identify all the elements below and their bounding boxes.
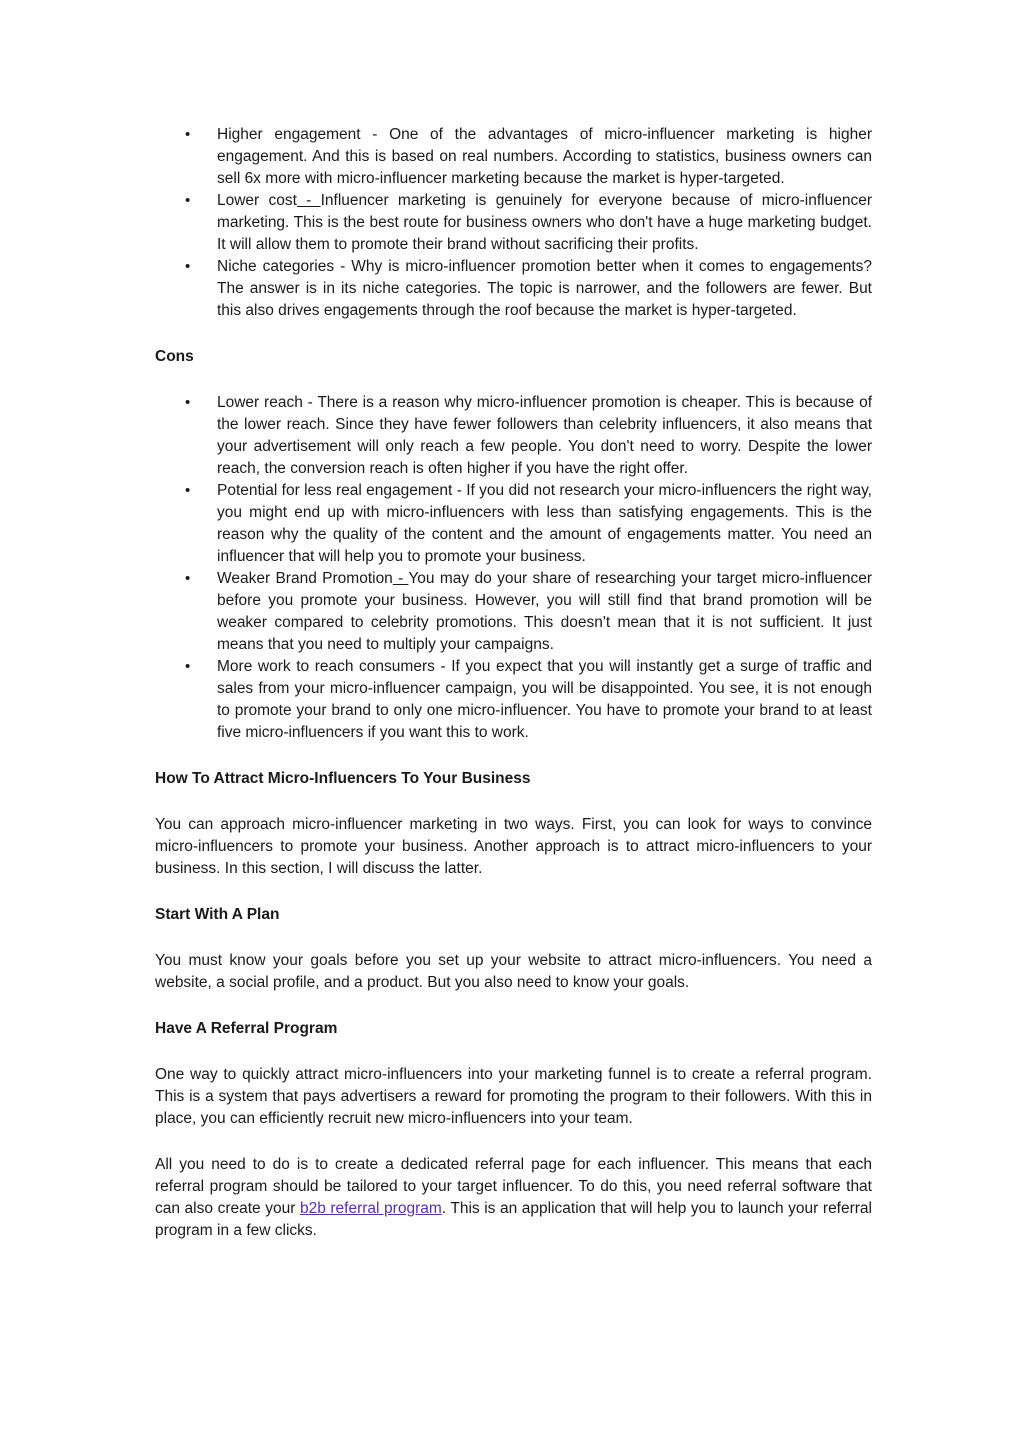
- bullet-icon: •: [185, 192, 191, 209]
- list-item-term: Higher engagement: [217, 126, 361, 143]
- list-item-term: More work to reach consumers: [217, 658, 435, 675]
- attract-paragraph: You can approach micro-influencer marketing in two ways. First, you can look for ways to convince micro-influencers to promote your business. Another approach is to attract micro-influencers to your business. In this section, I will discuss the latter.: [155, 816, 872, 877]
- plan-paragraph: You must know your goals before you set up your website to attract micro-influencers. You need a website, a social profile, and a product. But you also need to know your goals.: [155, 952, 872, 991]
- list-item-text: Influencer marketing is genuinely for everyone because of micro-influencer marketing. This is the best route for business owners who don't have a huge marketing budget. It will allow them to promote their brand without sacrificing their profits.: [217, 192, 872, 253]
- referral-paragraph-2-before: All you need to do is to create a dedicated referral page for each influencer. This means that each referral program should be tailored to your target influencer. To do this, you need referral software that can also create your: [155, 1156, 872, 1217]
- bullet-icon: •: [185, 482, 191, 499]
- plan-heading: Start With A Plan: [155, 906, 280, 923]
- bullet-icon: •: [185, 126, 191, 143]
- list-item-separator: -: [360, 126, 390, 143]
- list-item: [155, 480, 872, 568]
- list-item: [155, 124, 872, 190]
- document-page: [155, 124, 872, 1266]
- cons-list: [155, 392, 872, 744]
- list-item-text: Why is micro-influencer promotion better when it comes to engagements? The answer is in its niche categories. The topic is narrower, and the followers are fewer. But this also drives engagements through the roof because the market is hyper-targeted.: [217, 258, 872, 319]
- bullet-icon: •: [185, 394, 191, 411]
- list-item-text: You may do your share of researching your target micro-influencer before you promote your business. However, you will still find that brand promotion will be weaker compared to celebrity promotions. This doesn't mean that it is not sufficient. It just means that you need to multiply your campaigns.: [217, 570, 872, 653]
- pros-list: [155, 124, 872, 322]
- list-item-separator: -: [392, 570, 409, 587]
- referral-heading: Have A Referral Program: [155, 1020, 338, 1037]
- cons-heading: Cons: [155, 348, 194, 365]
- list-item-term: Lower cost: [217, 192, 297, 209]
- referral-paragraph-2: [155, 1154, 872, 1242]
- list-item: [155, 190, 872, 256]
- bullet-icon: •: [185, 658, 191, 675]
- list-item-text: There is a reason why micro-influencer promotion is cheaper. This is because of the lower reach. Since they have fewer followers than celebrity influencers, it also means that your advertisement will only reach a few people. You don't need to worry. Despite the lower reach, the conversion reach is often higher if you have the right offer.: [217, 394, 872, 477]
- referral-paragraph-2-after: . This is an application that will help you to launch your referral program in a few clicks.: [155, 1200, 873, 1239]
- list-item-separator: -: [296, 192, 321, 209]
- list-item-text: If you expect that you will instantly get a surge of traffic and sales from your micro-influencer campaign, you will be disappointed. You see, it is not enough to promote your brand to only one micro-influencer. You have to promote your brand to at least five micro-influencers if you want this to work.: [217, 658, 872, 741]
- list-item-text: One of the advantages of micro-influencer marketing is higher engagement. And this is based on real numbers. According to statistics, business owners can sell 6x more with micro-influencer marketing because the market is hyper-targeted.: [217, 126, 873, 187]
- list-item: [155, 392, 872, 480]
- list-item-text: If you did not research your micro-influencers the right way, you might end up with micro-influencers with less than satisfying engagements. This is the reason why the quality of the content and the amount of engagements matter. You need an influencer that will help you to promote your business.: [217, 482, 872, 565]
- list-item-separator: -: [452, 482, 467, 499]
- list-item-separator: -: [334, 258, 352, 275]
- list-item-term: Weaker Brand Promotion: [217, 570, 393, 587]
- referral-paragraph-1: One way to quickly attract micro-influencers into your marketing funnel is to create a referral program. This is a system that pays advertisers a reward for promoting the program to their followers. With this in place, you can efficiently recruit new micro-influencers into your team.: [155, 1066, 872, 1127]
- list-item-term: Potential for less real engagement: [217, 482, 453, 499]
- bullet-icon: •: [185, 258, 191, 275]
- list-item-separator: -: [302, 394, 318, 411]
- list-item-term: Niche categories: [217, 258, 335, 275]
- list-item-term: Lower reach: [217, 394, 303, 411]
- bullet-icon: •: [185, 570, 191, 587]
- attract-heading: How To Attract Micro-Influencers To Your Business: [155, 770, 531, 787]
- list-item: [155, 256, 872, 322]
- b2b-referral-program-link[interactable]: b2b referral program: [299, 1200, 442, 1217]
- list-item-separator: -: [434, 658, 452, 675]
- list-item: [155, 568, 872, 656]
- list-item: [155, 656, 872, 744]
